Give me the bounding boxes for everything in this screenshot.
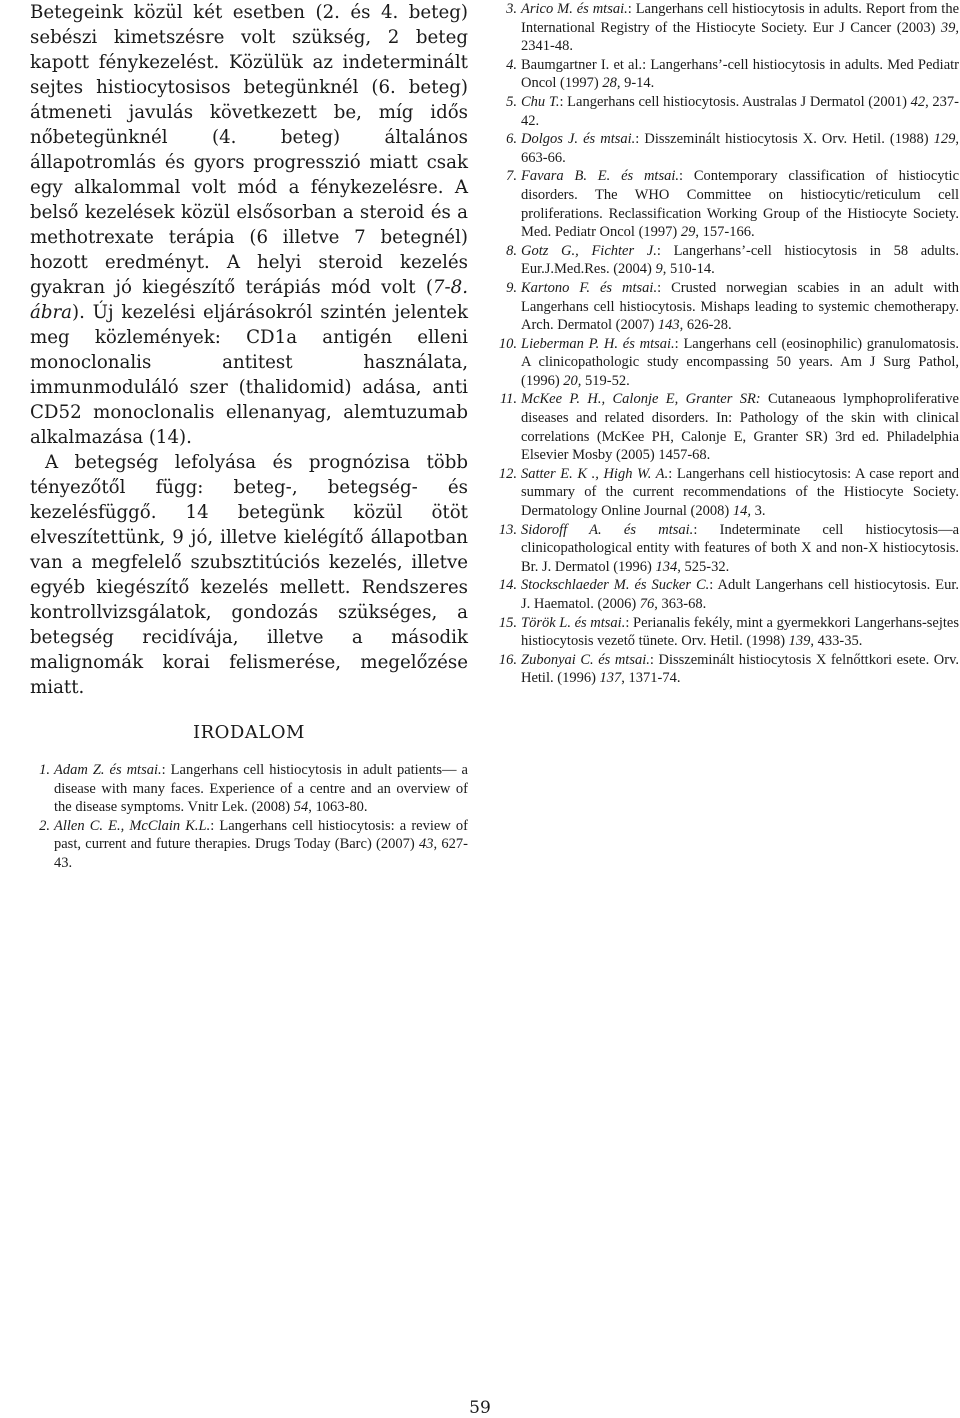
reference-pages: , 525-32.: [677, 558, 730, 575]
reference-item: [497, 130, 959, 167]
reference-separator: :: [649, 651, 659, 668]
reference-number: 2.: [39, 817, 50, 834]
body-text: [30, 0, 468, 700]
reference-volume: 129: [933, 131, 956, 148]
page-number: 59: [469, 1398, 491, 1418]
reference-number: 4.: [506, 56, 517, 73]
reference-text: Crusted norwegian scabies in an adult with Langerhans cell histiocytosis. Mishaps leading to systemic chemotherapy. Arch. Dermatol (2007): [521, 279, 959, 334]
reference-volume: 76: [639, 596, 655, 612]
reference-pages: 3.: [750, 503, 766, 520]
reference-authors: Dolgos J. és mtsai.: [521, 131, 636, 148]
reference-pages: , 627-43.: [54, 836, 468, 871]
reference-authors: Gotz G., Fichter J.: [521, 242, 657, 259]
reference-separator: :: [635, 131, 645, 148]
paragraph-1-text: Betegeink közül két esetben (2. és 4. beteg) sebészi kimetszésre volt szükség, 2 beteg kapott fénykezelést. Közülük az indeterminált sejtes histiocytosisos betegünknél (6. beteg) átmeneti javulás következett be, míg idős nőbetegünknél (4. beteg) általános állapotromlás és gyors progresszió miatt csak egy alkalommal volt mód a fénykezelésre. A belső kezelések közül elsősorban a steroid és a methotrexate terápia (6 illetve 7 betegnél) hozott eredményt. A helyi steroid kezelés gyakran jó kiegészítő terápiás mód volt (: [30, 2, 468, 298]
reference-separator: :: [627, 1, 636, 17]
reference-pages: , 663-66.: [521, 131, 959, 166]
right-column: [497, 0, 959, 688]
reference-item: [497, 465, 959, 521]
reference-authors: Arico M. és mtsai.: [521, 1, 628, 17]
reference-pages: , 157-166.: [695, 224, 755, 241]
reference-item: [497, 56, 959, 93]
reference-authors: Stockschlaeder M. és Sucker C.: [521, 577, 710, 594]
reference-text: Langerhans cell histiocytosis: A case report and summary of the current recommendations of the Histiocyte Society. Dermatology Online Journal (2008): [521, 465, 960, 520]
reference-separator: :: [559, 93, 568, 110]
reference-text: Langerhans cell histiocytosis in adult patients— a disease with many faces. Experience of a centre and an overview of the disease symptoms. Vnitr Lek. (2008): [54, 762, 468, 816]
figure-reference: 7-8. ábra: [30, 277, 468, 323]
references-list-right: [497, 0, 959, 688]
reference-authors: Chu T.: [521, 93, 560, 110]
reference-authors: McKee P. H., Calonje E, Granter SR:: [521, 391, 761, 408]
reference-pages: , 433-35.: [810, 633, 863, 650]
reference-item: [497, 167, 959, 241]
reference-text: Cutaneaous lymphoproliferative diseases and related disorders. In: Pathology of the skin with clinical correlations (McKee PH, Calonje E, Granter SR) 3rd ed. Philadelphia Elsevier Mosby (2005) 1457-68.: [521, 391, 959, 464]
reference-number: 10.: [498, 335, 517, 352]
reference-volume: 134: [655, 558, 678, 575]
reference-authors: Zubonyai C. és mtsai.: [521, 651, 650, 668]
reference-text: Disszeminált histiocytosis X. Orv. Hetil. (1988): [644, 131, 934, 148]
reference-item: [497, 521, 959, 577]
reference-pages: 2341-48.: [521, 38, 573, 55]
reference-volume: 14,: [732, 503, 751, 520]
reference-authors: Lieberman P. H. és mtsai.: [521, 335, 675, 352]
reference-separator: :: [668, 465, 677, 482]
reference-number: 14.: [498, 577, 517, 594]
reference-separator: :: [656, 242, 674, 259]
reference-separator: :: [674, 335, 684, 352]
reference-number: 1.: [39, 762, 50, 778]
references-heading: IRODALOM: [193, 722, 305, 743]
reference-text: Indeterminate cell histiocytosis—a clinicopathological entity with features of both X and non-X histiocytosis. Br. J. Dermatol (1996): [521, 521, 960, 575]
reference-number: 6.: [506, 131, 517, 148]
reference-authors: Adam Z. és mtsai.: [54, 762, 162, 778]
reference-pages: , 1371-74.: [621, 670, 681, 687]
reference-authors: Kartono F. és mtsai.: [521, 279, 658, 296]
reference-volume: 9: [655, 261, 663, 278]
reference-item: [497, 93, 959, 130]
reference-text: Langerhans cell (eosinophilic) granulomatosis. A clinicopathologic study encompassing 50 years. Am J Surg Pathol, (1996): [521, 335, 960, 389]
reference-volume: 143: [657, 317, 680, 334]
reference-text: Contemporary classification of histiocytic disorders. The WHO Committee on histiocytic/reticulum cell proliferations. Reclassification Working Group of the Histiocyte Society. Med. Pediatr Oncol (1997): [521, 168, 960, 241]
reference-volume: 29: [680, 224, 696, 241]
reference-item: [497, 335, 959, 391]
reference-number: 9.: [506, 279, 517, 296]
reference-number: 13.: [498, 521, 517, 538]
reference-separator: :: [161, 762, 171, 778]
reference-separator: :: [625, 614, 633, 631]
reference-text: Disszeminált histiocytosis X felnőttkori esete. Orv. Hetil. (1996): [521, 651, 960, 687]
reference-volume: 139: [788, 633, 811, 650]
reference-item: [30, 817, 468, 873]
reference-separator: :: [657, 279, 672, 296]
reference-volume: 54: [293, 799, 309, 816]
reference-pages: , 363-68.: [654, 596, 707, 612]
reference-pages: 519-52.: [581, 372, 630, 389]
reference-volume: 28: [602, 75, 617, 92]
reference-item: [497, 651, 959, 688]
reference-text: Langerhans’-cell histiocytosis in 58 adults. Eur.J.Med.Res. (2004): [521, 242, 959, 278]
reference-pages: , 237-42.: [521, 93, 959, 129]
reference-separator: :: [693, 521, 720, 538]
reference-volume: 137: [599, 670, 622, 687]
reference-separator: :: [679, 168, 694, 185]
reference-item: [497, 576, 959, 613]
paragraph-2: A betegség lefolyása és prognózisa több tényezőtől függ: beteg-, betegség- és kezelésfüggő. 14 betegünk közül ötöt elveszítettünk, 9 jó, illetve kielégítő állapotban van a megfelelő szubsztitúciós kezelés, illetve egyéb kiegészítő kezelés mellett. Rendszeres kontrollvizsgálatok, gondozás szükséges, a betegség recidívája, illetve a második malignomák korai felismerése, megelőzése miatt.: [30, 452, 468, 698]
reference-volume: 43: [419, 836, 434, 853]
reference-authors: Satter E. K ., High W. A.: [521, 465, 669, 482]
reference-item: [497, 242, 959, 279]
reference-number: 11.: [499, 391, 517, 408]
reference-text: Perianalis fekély, mint a gyermekkori Langerhans-sejtes histiocytosis vezető tünete. Orv. Hetil. (1998): [521, 614, 960, 650]
reference-separator: :: [709, 577, 718, 594]
reference-item: [497, 614, 959, 651]
reference-item: [497, 279, 959, 335]
reference-volume: 42: [910, 93, 926, 110]
reference-item: [497, 390, 959, 464]
reference-authors: Favara B. E. és mtsai.: [521, 168, 679, 185]
reference-pages: , 626-28.: [679, 317, 732, 334]
reference-text: Langerhans cell histiocytosis in adults. Report from the International Registry of the Histiocyte Society. Eur J Cancer (2003): [521, 1, 960, 36]
reference-authors: Sidoroff A. és mtsai.: [521, 521, 694, 538]
references-list-left: [30, 761, 468, 873]
reference-text: Adult Langerhans cell histiocytosis. Eur. J. Haematol. (2006): [521, 577, 959, 612]
reference-number: 3.: [506, 1, 517, 17]
reference-number: 12.: [498, 465, 517, 482]
reference-number: 5.: [506, 93, 517, 110]
reference-authors: Allen C. E., McClain K.L.: [54, 817, 211, 834]
reference-number: 8.: [506, 242, 517, 259]
reference-number: 7.: [506, 168, 517, 185]
reference-text: Langerhans cell histiocytosis: a review of past, current and future therapies. Drugs Today (Barc) (2007): [54, 817, 469, 853]
reference-authors: Török L. és mtsai.: [521, 614, 626, 631]
reference-text: Langerhans cell histiocytosis. Australas J Dermatol (2001): [567, 93, 911, 110]
reference-item: [497, 0, 959, 56]
reference-separator: [761, 391, 768, 407]
reference-item: [30, 761, 468, 817]
reference-pages: , 510-14.: [662, 261, 715, 278]
paragraph-1: [30, 0, 468, 450]
reference-separator: :: [210, 817, 220, 834]
reference-volume: 39,: [940, 19, 959, 36]
reference-number: 16.: [498, 651, 517, 668]
reference-volume: 20,: [563, 372, 582, 389]
left-column: [30, 0, 468, 873]
reference-number: 15.: [498, 614, 517, 631]
paragraph-1-end: ). Új kezelési eljárásokról szintén jelentek meg közlemények: CD1a antigén elleni monoclonalis antitest használata, immunmoduláló szer (thalidomid) adása, anti CD52 monoclonalis ellenanyag, alemtuzumab alkalmazása (14).: [30, 302, 468, 448]
reference-pages: , 1063-80.: [308, 799, 368, 816]
reference-pages: , 9-14.: [616, 75, 655, 92]
reference-text: Baumgartner I. et al.: Langerhans’-cell histiocytosis in adults. Med Pediatr Oncol (1997): [521, 56, 959, 92]
